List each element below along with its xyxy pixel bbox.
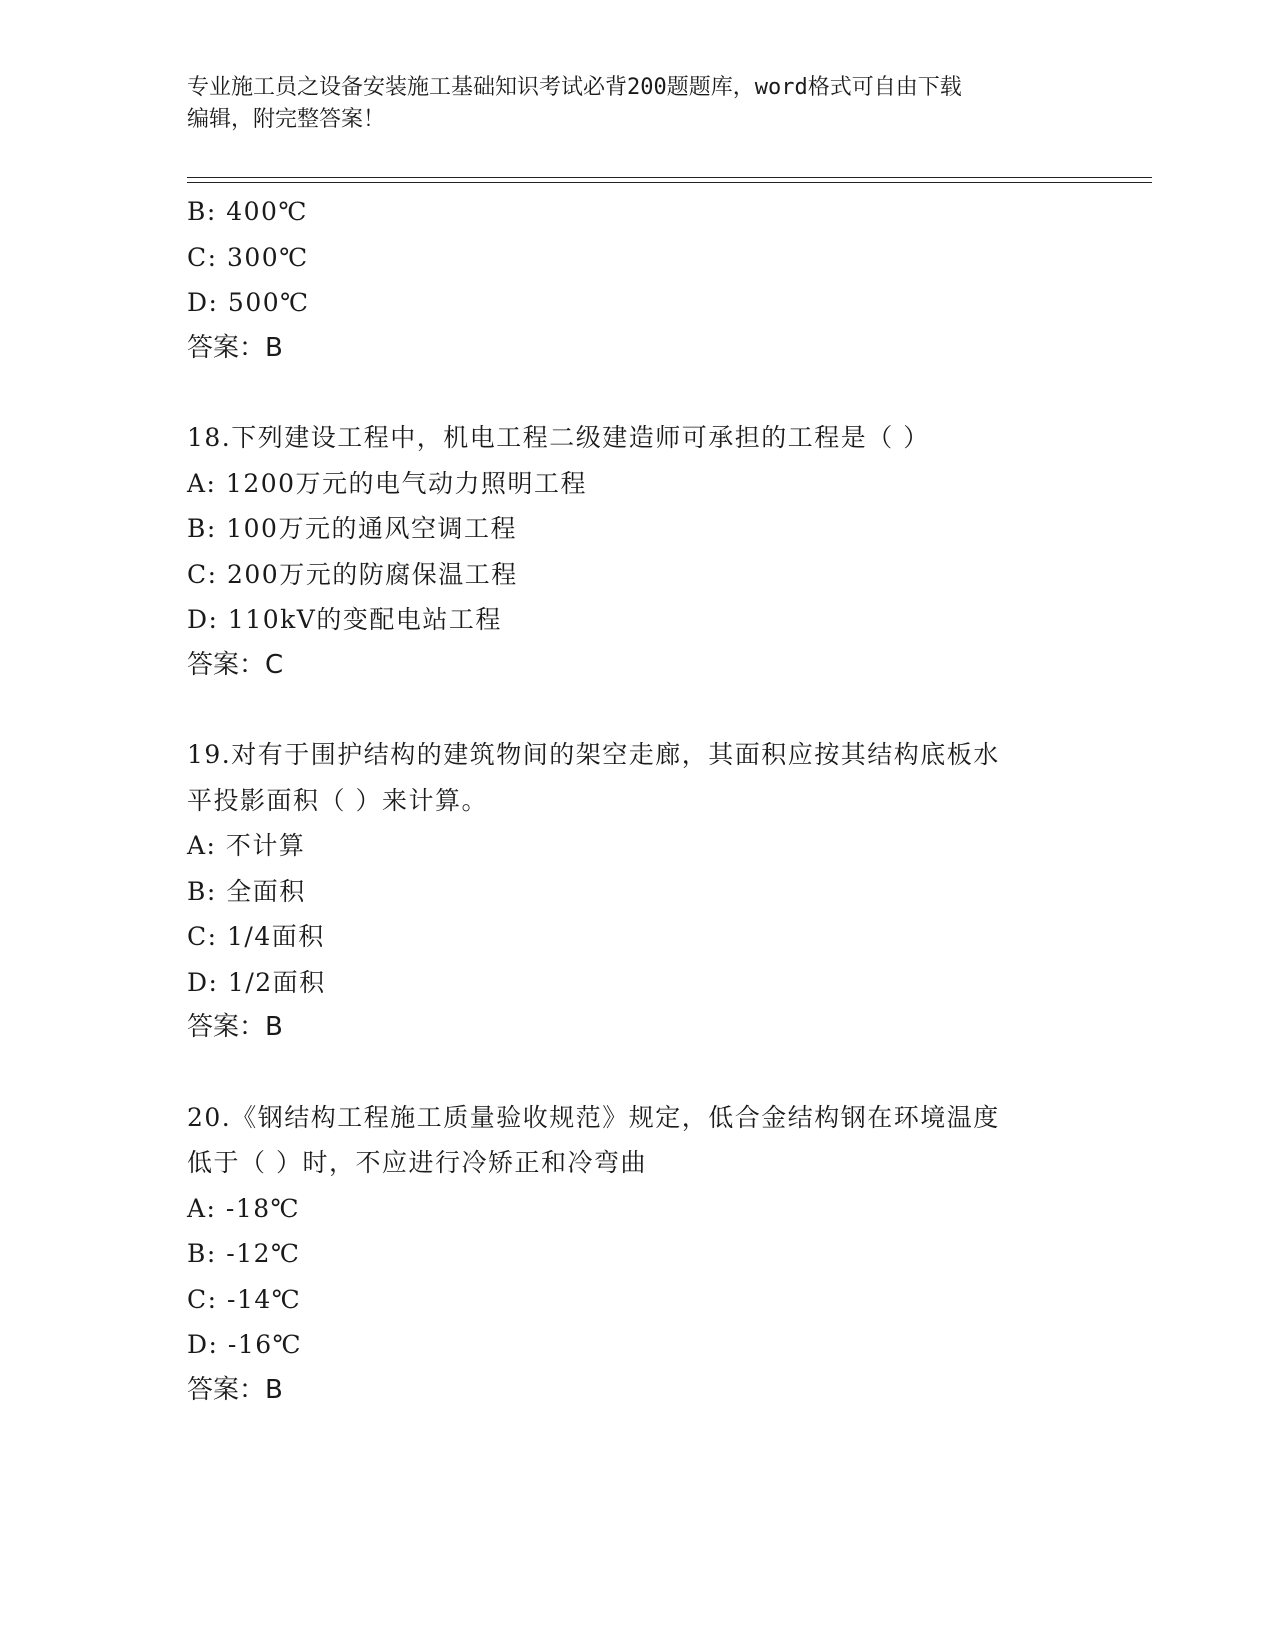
answer: 答案：C [187, 649, 284, 680]
question-text-line1: 19.对有于围护结构的建筑物间的架空走廊，其面积应按其结构底板水 [187, 740, 1000, 769]
question-text-line2: 低于（ ）时，不应进行冷矫正和冷弯曲 [187, 1148, 647, 1177]
option-a: A: 1200万元的电气动力照明工程 [187, 468, 588, 498]
option-d: D: 500℃ [187, 288, 310, 317]
option-c: C: 300℃ [187, 242, 309, 272]
option-a: A: -18℃ [187, 1193, 301, 1223]
option-d: D: 110kV的变配电站工程 [187, 605, 502, 634]
spacer [187, 688, 1087, 732]
option-d: D: 1/2面积 [187, 967, 326, 997]
spacer [187, 371, 1087, 415]
answer: 答案：B [187, 1374, 283, 1405]
header-divider-bottom [187, 182, 1152, 183]
question-19 [187, 732, 1087, 1051]
question-18 [187, 415, 1087, 688]
header-title-line2: 编辑，附完整答案！ [187, 107, 386, 132]
question-text: 18.下列建设工程中，机电工程二级建造师可承担的工程是（ ） [187, 423, 930, 452]
question-text-line2: 平投影面积（ ）来计算。 [187, 785, 488, 815]
option-b: B: 100万元的通风空调工程 [187, 514, 517, 543]
answer: 答案：B [187, 1012, 283, 1042]
option-b: B: 400℃ [187, 197, 308, 226]
spacer [187, 1051, 1087, 1095]
option-d: D: -16℃ [187, 1330, 303, 1359]
question-text-line1: 20.《钢结构工程施工质量验收规范》规定，低合金结构钢在环境温度 [187, 1102, 1000, 1132]
option-b: B: -12℃ [187, 1239, 301, 1268]
question-20 [187, 1095, 1087, 1414]
header-divider-top [187, 177, 1152, 178]
answer: 答案：B [187, 332, 283, 363]
option-c: C: -14℃ [187, 1284, 302, 1314]
header-title-line1: 专业施工员之设备安装施工基础知识考试必背200题题库，word格式可自由下载 [187, 75, 962, 100]
option-c: C: 1/4面积 [187, 922, 325, 951]
document-header [187, 72, 1067, 136]
option-b: B: 全面积 [187, 876, 306, 906]
question-list [187, 189, 1087, 1413]
option-a: A: 不计算 [187, 831, 306, 860]
question-17 [187, 189, 1087, 371]
option-c: C: 200万元的防腐保温工程 [187, 559, 518, 589]
